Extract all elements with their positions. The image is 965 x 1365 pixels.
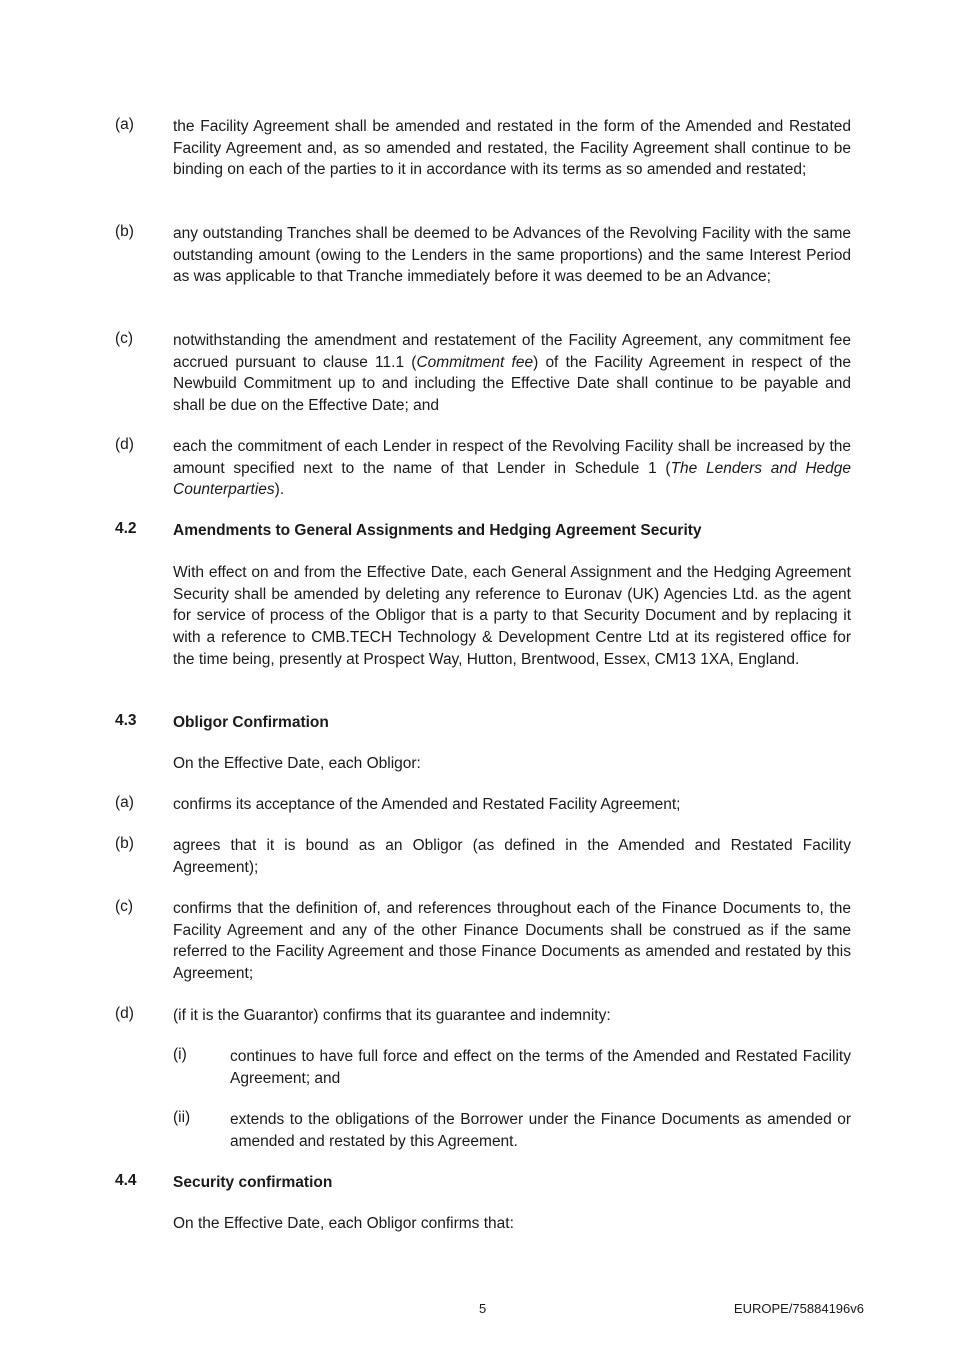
clause-item-b <box>115 223 851 288</box>
section-title: Amendments to General Assignments and Hedging Agreement Security <box>173 522 702 539</box>
obligor-item-c <box>115 898 851 985</box>
section-number: 4.3 <box>115 712 137 729</box>
clause-text-part: ). <box>274 481 285 499</box>
clause-item-label: (d) <box>115 1005 134 1022</box>
section-number: 4.4 <box>115 1172 137 1189</box>
subitem-label: (ii) <box>173 1109 191 1126</box>
section-title: Obligor Confirmation <box>173 714 329 731</box>
subitem-label: (i) <box>173 1046 187 1063</box>
schedule-reference-title: The Lenders and Hedge Counterparties <box>173 459 851 499</box>
section-intro-4-3: On the Effective Date, each Obligor: <box>173 755 421 772</box>
obligor-item-d <box>115 1005 851 1027</box>
clause-text-part: notwithstanding the amendment and restatement of the Facility Agreement, any commitment fee accrued pursuant to clause 11.1 ( <box>173 332 851 371</box>
section-heading-4-2 <box>115 520 851 542</box>
clause-item-text: the Facility Agreement shall be amended and restated in the form of the Amended and Restated Facility Agreement and, as so amended and restated, the Facility Agreement shall continue to be binding on each of the parties to it in accordance with its terms as so amended and restated; <box>173 118 851 179</box>
clause-item-label: (d) <box>115 436 134 453</box>
clause-item-label: (b) <box>115 223 134 240</box>
clause-item-label: (a) <box>115 116 134 133</box>
guarantee-subitem-ii <box>173 1109 851 1152</box>
clause-item-text: confirms its acceptance of the Amended and Restated Facility Agreement; <box>173 796 681 813</box>
obligor-item-b <box>115 835 851 878</box>
clause-reference-title: Commitment fee <box>416 353 534 371</box>
clause-item-label: (b) <box>115 835 134 852</box>
section-number: 4.2 <box>115 520 137 537</box>
clause-item-d <box>115 436 851 501</box>
clause-item-label: (c) <box>115 898 134 915</box>
clause-item-c <box>115 330 851 417</box>
document-reference: EUROPE/75884196v6 <box>733 1301 864 1316</box>
subitem-text: extends to the obligations of the Borrower under the Finance Documents as amended or amended and restated by this Agreement. <box>230 1111 851 1150</box>
guarantee-subitem-i <box>173 1046 851 1089</box>
clause-item-a <box>115 116 851 181</box>
page-number: 5 <box>479 1301 487 1316</box>
clause-text-part: each the commitment of each Lender in respect of the Revolving Facility shall be increased by the amount specified next to the name of that Lender in Schedule 1 ( <box>173 438 851 477</box>
clause-item-text: confirms that the definition of, and references throughout each of the Finance Documents to, the Facility Agreement and any of the other Finance Documents shall be construed as if the same referred to the Facility Agreement and those Finance Documents as amended and restated by this Agreement; <box>173 900 851 983</box>
clause-item-label: (c) <box>115 330 134 347</box>
section-heading-4-4 <box>115 1172 851 1194</box>
clause-text-part: ) of the Facility Agreement in respect of the Newbuild Commitment up to and including the Effective Date shall continue to be payable and shall be due on the Effective Date; and <box>173 353 851 415</box>
clause-item-text: agrees that it is bound as an Obligor (as defined in the Amended and Restated Facility Agreement); <box>173 837 851 876</box>
clause-item-text <box>173 436 851 501</box>
clause-item-text: any outstanding Tranches shall be deemed to be Advances of the Revolving Facility with the same outstanding amount (owing to the Lenders in the same proportions) and the same Interest Period as was applicable to that Tranche immediately before it was deemed to be an Advance; <box>173 225 851 286</box>
section-heading-4-3 <box>115 712 851 734</box>
section-body-4-2: With effect on and from the Effective Date, each General Assignment and the Hedging Agreement Security shall be amended by deleting any reference to Euronav (UK) Agencies Ltd. as the agent for service of process of the Obligor that is a party to that Security Document and by replacing it with a reference to CMB.TECH Technology & Development Centre Ltd at its registered office for the time being, presently at Prospect Way, Hutton, Brentwood, Essex, CM13 1XA, England. <box>173 564 851 668</box>
obligor-item-a <box>115 794 851 816</box>
subitem-text: continues to have full force and effect on the terms of the Amended and Restated Facility Agreement; and <box>230 1048 851 1087</box>
clause-item-text <box>173 330 851 417</box>
section-title: Security confirmation <box>173 1174 333 1191</box>
clause-item-label: (a) <box>115 794 134 811</box>
section-intro-4-4: On the Effective Date, each Obligor confirms that: <box>173 1215 514 1232</box>
clause-item-text: (if it is the Guarantor) confirms that its guarantee and indemnity: <box>173 1007 611 1024</box>
